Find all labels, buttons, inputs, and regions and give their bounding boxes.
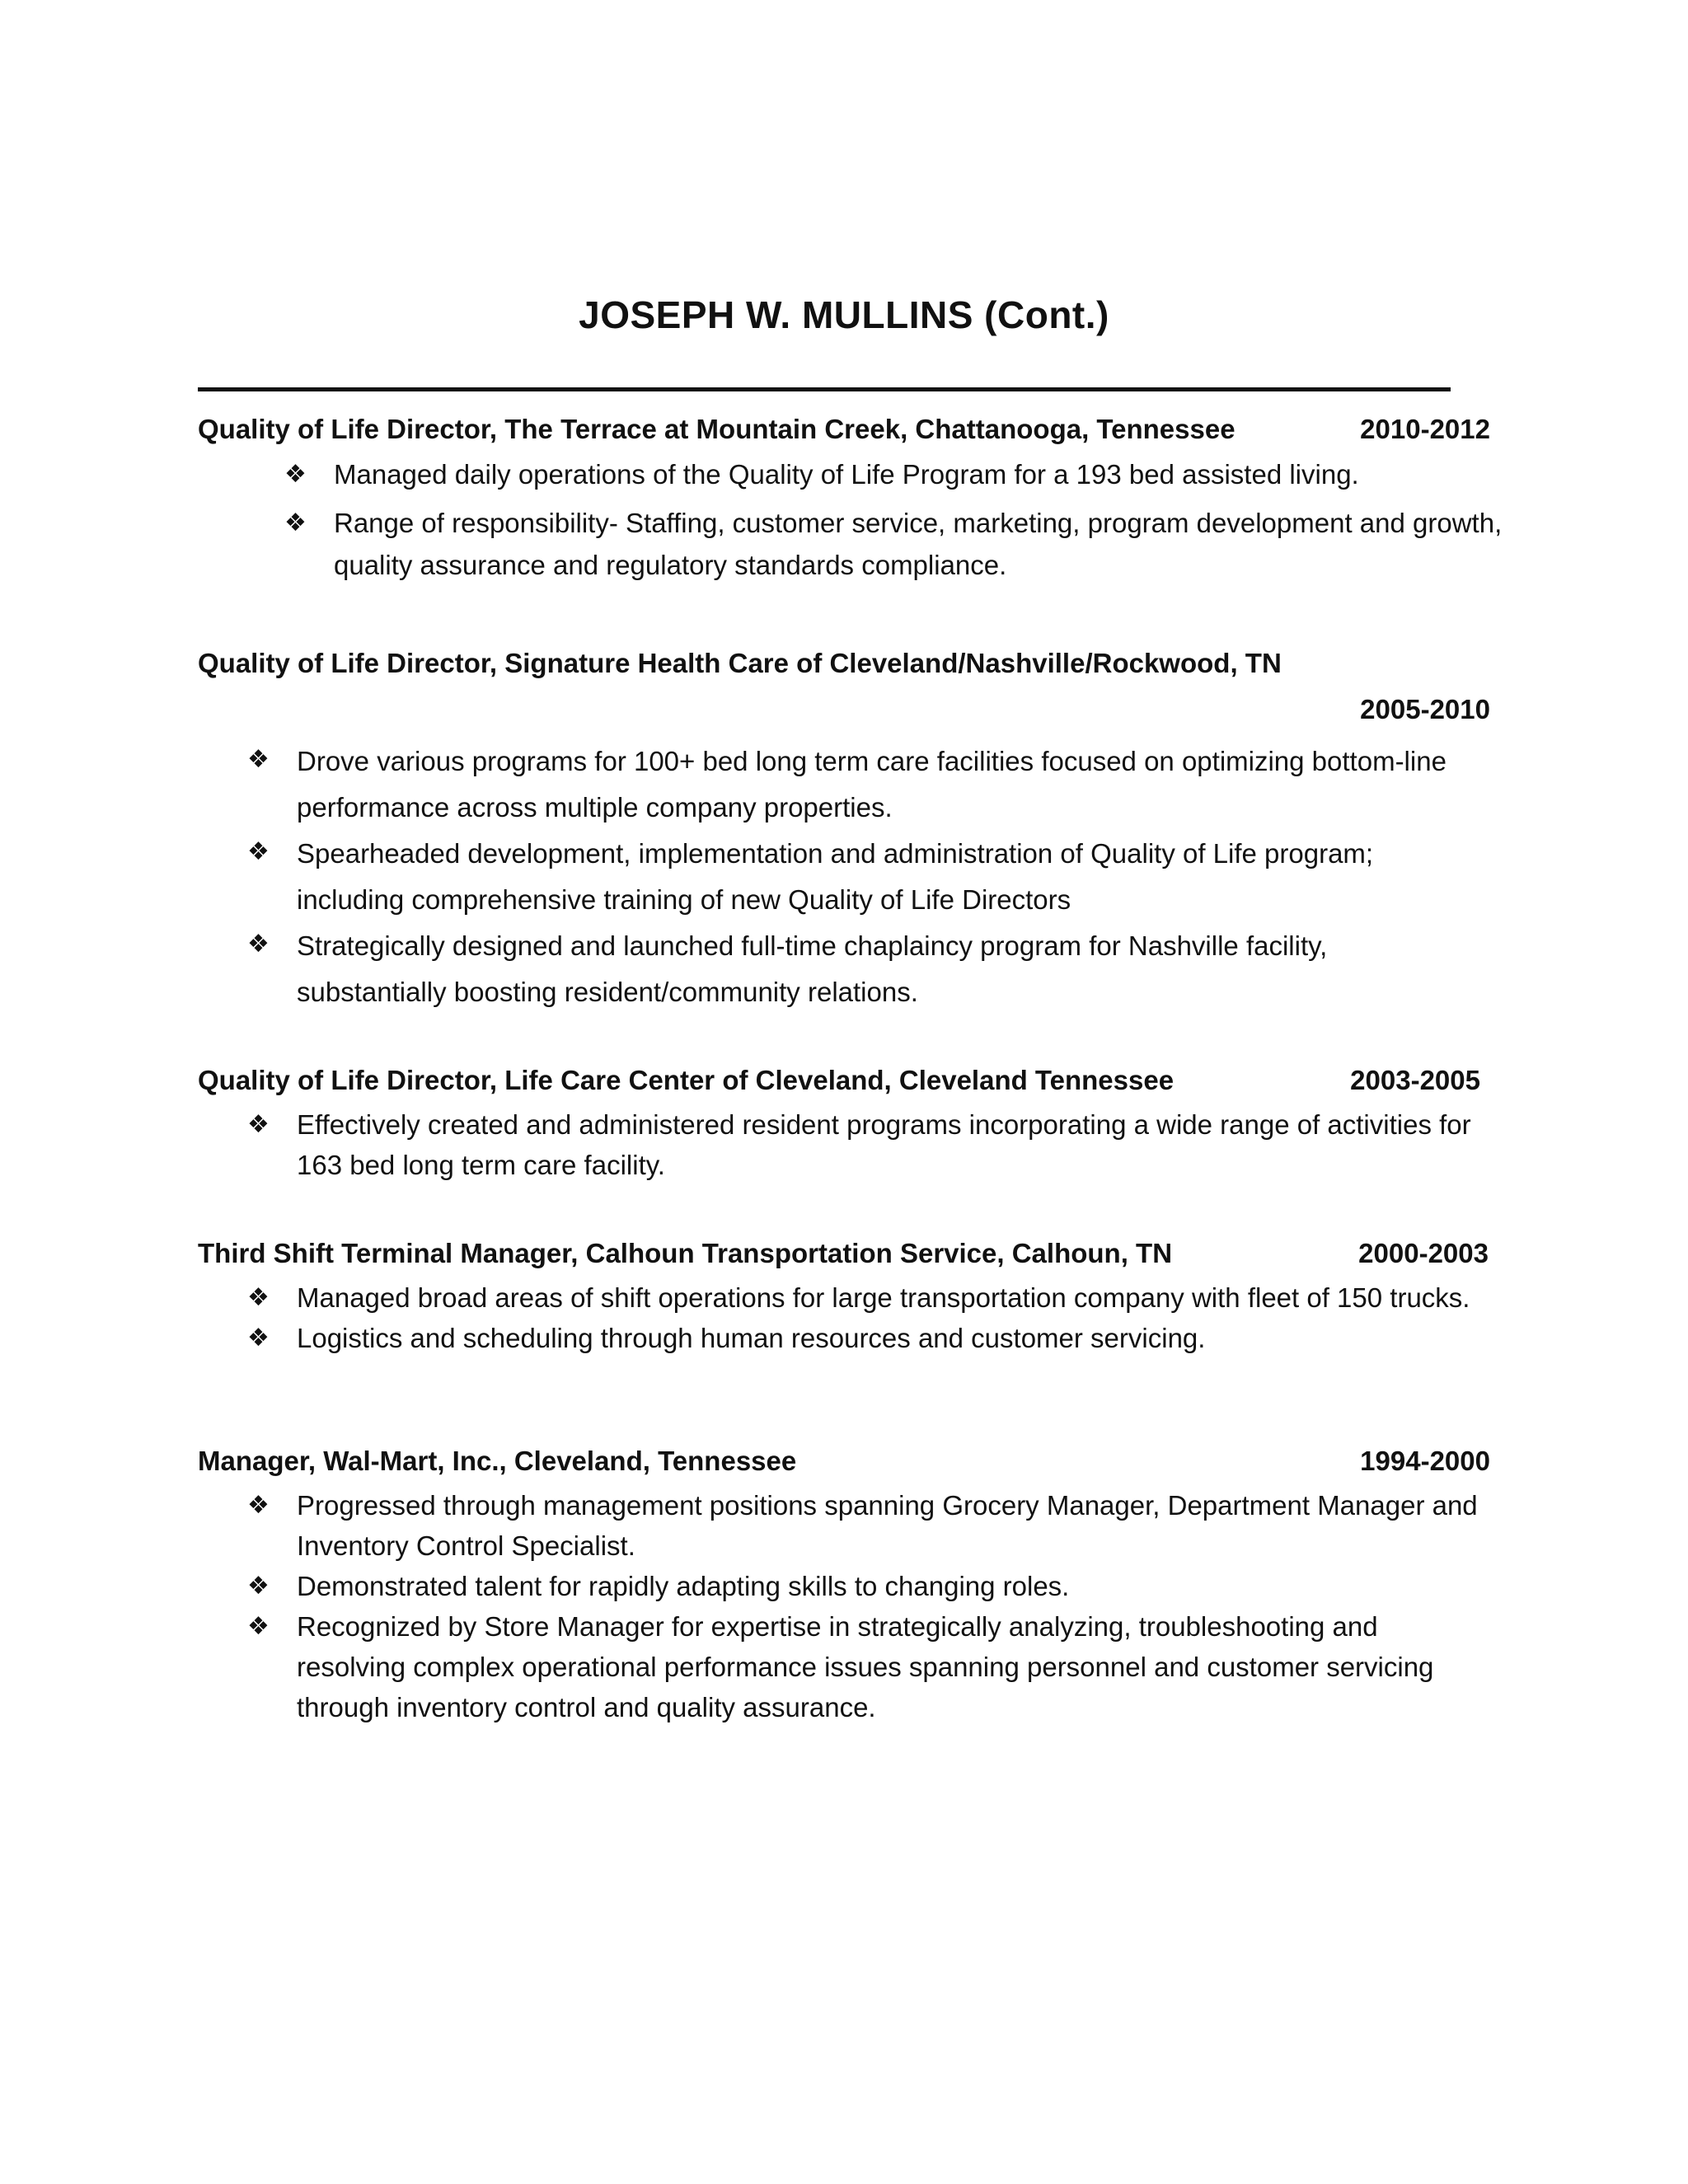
diamond-bullet-icon: ❖ [247, 1283, 270, 1312]
job-bullet-list [198, 738, 1490, 1015]
job-entry [198, 1441, 1490, 1727]
diamond-bullet-icon: ❖ [247, 930, 270, 958]
job-title: Manager, Wal-Mart, Inc., Cleveland, Tennessee [198, 1446, 797, 1476]
job-bullet-list [198, 1104, 1480, 1185]
bullet-text: Strategically designed and launched full-time chaplaincy program for Nashville facility, substantially boosting resident/community relations. [297, 930, 1328, 1007]
job-entry [198, 1060, 1480, 1185]
bullet-text: Recognized by Store Manager for expertise in strategically analyzing, troubleshooting and resolving complex operational performance issues spanning personnel and customer servicing through inventory control and quality assurance. [297, 1611, 1434, 1722]
job-heading-row [198, 409, 1490, 450]
job-dates: 2000-2003 [1358, 1238, 1489, 1268]
list-item [198, 1277, 1484, 1318]
job-heading-row [198, 1060, 1480, 1101]
diamond-bullet-icon: ❖ [247, 1324, 270, 1352]
job-entry [198, 1233, 1489, 1358]
diamond-bullet-icon: ❖ [247, 1572, 270, 1601]
list-item [198, 502, 1521, 586]
diamond-bullet-icon: ❖ [284, 509, 307, 537]
list-item [198, 923, 1484, 1015]
bullet-text: Drove various programs for 100+ bed long term care facilities focused on optimizing bottom-line performance across multiple company properties. [297, 746, 1447, 823]
job-dates: 2005-2010 [1360, 694, 1490, 724]
job-title: Third Shift Terminal Manager, Calhoun Transportation Service, Calhoun, TN [198, 1238, 1173, 1268]
job-heading-row [198, 1233, 1489, 1274]
list-item [198, 738, 1484, 831]
title-underline [198, 387, 1451, 391]
list-item [198, 1104, 1484, 1185]
list-item [198, 831, 1484, 923]
diamond-bullet-icon: ❖ [247, 837, 270, 866]
job-entry [198, 643, 1490, 1015]
bullet-text: Effectively created and administered resident programs incorporating a wide range of activities for 163 bed long term care facility. [297, 1109, 1471, 1180]
job-title: Quality of Life Director, The Terrace at Mountain Creek, Chattanooga, Tennessee [198, 414, 1236, 444]
bullet-text: Logistics and scheduling through human resources and customer servicing. [297, 1323, 1206, 1353]
diamond-bullet-icon: ❖ [247, 1110, 270, 1139]
diamond-bullet-icon: ❖ [247, 1612, 270, 1641]
job-bullet-list [198, 453, 1503, 586]
job-heading-row [198, 1441, 1490, 1482]
list-item [198, 453, 1521, 495]
job-bullet-list [198, 1485, 1490, 1727]
page-title: JOSEPH W. MULLINS (Cont.) [579, 293, 1109, 336]
job-title: Quality of Life Director, Signature Health Care of Cleveland/Nashville/Rockwood, TN [198, 648, 1282, 678]
job-bullet-list [198, 1277, 1489, 1358]
job-dates: 2010-2012 [1360, 414, 1490, 444]
diamond-bullet-icon: ❖ [247, 745, 270, 774]
bullet-text: Range of responsibility- Staffing, customer service, marketing, program development and growth, quality assurance and regulatory standards compliance. [334, 508, 1503, 580]
bullet-text: Progressed through management positions spanning Grocery Manager, Department Manager and Inventory Control Specialist. [297, 1490, 1478, 1561]
list-item [198, 1318, 1484, 1358]
diamond-bullet-icon: ❖ [247, 1491, 270, 1520]
job-heading-row [198, 643, 1490, 735]
job-entry [198, 409, 1503, 586]
bullet-text: Managed daily operations of the Quality of Life Program for a 193 bed assisted living. [334, 459, 1359, 490]
job-dates: 1994-2000 [1360, 1446, 1490, 1476]
job-title: Quality of Life Director, Life Care Center of Cleveland, Cleveland Tennessee [198, 1065, 1175, 1095]
list-item [198, 1485, 1484, 1566]
diamond-bullet-icon: ❖ [284, 460, 307, 489]
list-item [198, 1566, 1484, 1606]
job-dates: 2003-2005 [1350, 1065, 1480, 1095]
bullet-text: Managed broad areas of shift operations for large transportation company with fleet of 150 trucks. [297, 1282, 1470, 1313]
bullet-text: Spearheaded development, implementation and administration of Quality of Life program; including comprehensive training of new Quality of Life Directors [297, 838, 1374, 915]
bullet-text: Demonstrated talent for rapidly adapting skills to changing roles. [297, 1571, 1070, 1601]
list-item [198, 1606, 1484, 1727]
